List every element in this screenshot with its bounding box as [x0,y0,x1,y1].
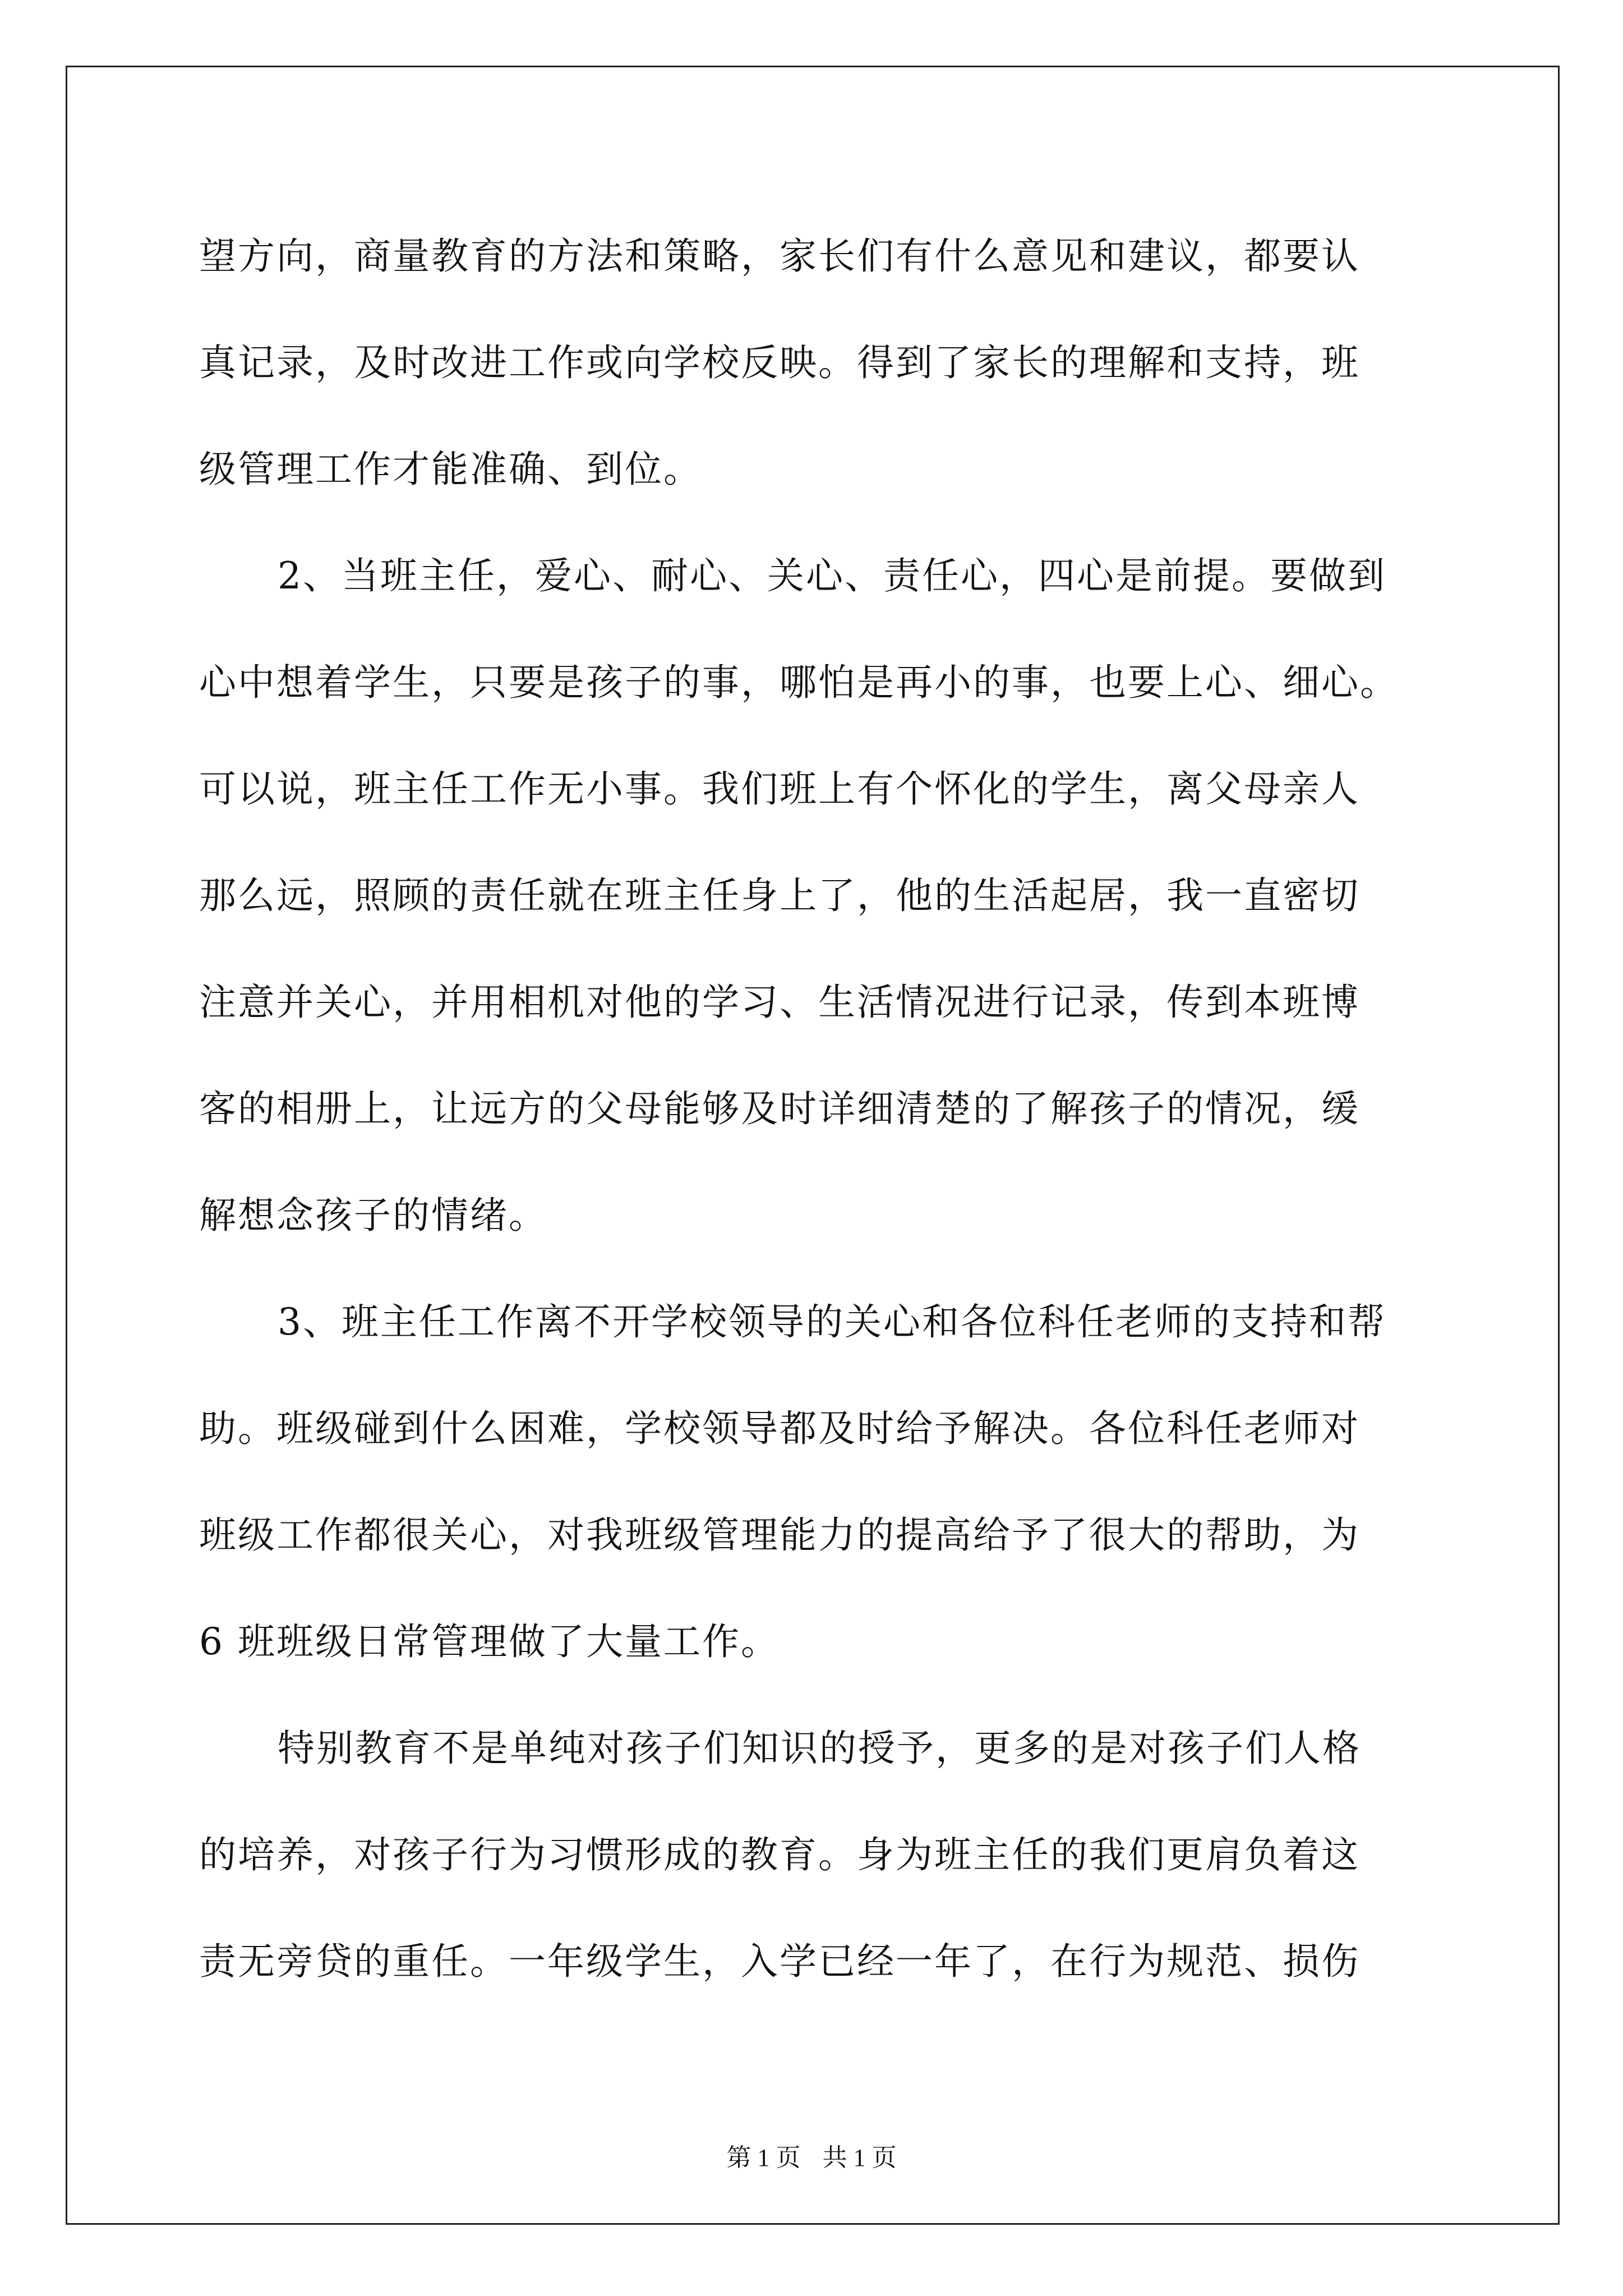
text-line: 6 班班级日常管理做了大量工作。 [199,1620,780,1663]
text-line: 可以说，班主任工作无小事。我们班上有个怀化的学生，离父母亲人 [199,767,1360,811]
text-line: 班级工作都很关心，对我班级管理能力的提高给予了很大的帮助，为 [199,1513,1360,1557]
document-body [199,203,1450,2015]
text-line: 解想念孩子的情绪。 [199,1194,547,1237]
paragraph [199,523,1450,1269]
text-line: 3、班主任工作离不开学校领导的关心和各位科任老师的支持和帮 [278,1300,1386,1343]
text-line: 那么远，照顾的责任就在班主任身上了，他的生活起居，我一直密切 [199,874,1360,917]
paragraph [199,203,1450,523]
text-line: 责无旁贷的重任。一年级学生，入学已经一年了，在行为规范、损伤 [199,1940,1360,1983]
page-number: 第 1 页 [726,2144,801,2171]
text-line: 2、当班主任，爱心、耐心、关心、责任心，四心是前提。要做到 [278,554,1386,597]
text-line: 的培养，对孩子行为习惯形成的教育。身为班主任的我们更肩负着这 [199,1833,1360,1876]
text-line: 真记录，及时改进工作或向学校反映。得到了家长的理解和支持，班 [199,341,1360,384]
page-total: 共 1 页 [822,2144,897,2171]
paragraph [199,1269,1450,1695]
page-footer [0,2137,1623,2173]
text-line: 注意并关心，并用相机对他的学习、生活情况进行记录，传到本班博 [199,981,1360,1024]
text-line: 客的相册上，让远方的父母能够及时详细清楚的了解孩子的情况，缓 [199,1087,1360,1130]
text-line: 特别教育不是单纯对孩子们知识的授予，更多的是对孩子们人格 [278,1727,1361,1770]
text-line: 心中想着学生，只要是孩子的事，哪怕是再小的事，也要上心、细心。 [199,661,1399,704]
text-line: 望方向，商量教育的方法和策略，家长们有什么意见和建议，都要认 [199,234,1360,278]
text-line: 级管理工作才能准确、到位。 [199,448,702,491]
text-line: 助。班级碰到什么困难，学校领导都及时给予解决。各位科任老师对 [199,1407,1360,1450]
paragraph [199,1695,1450,2015]
